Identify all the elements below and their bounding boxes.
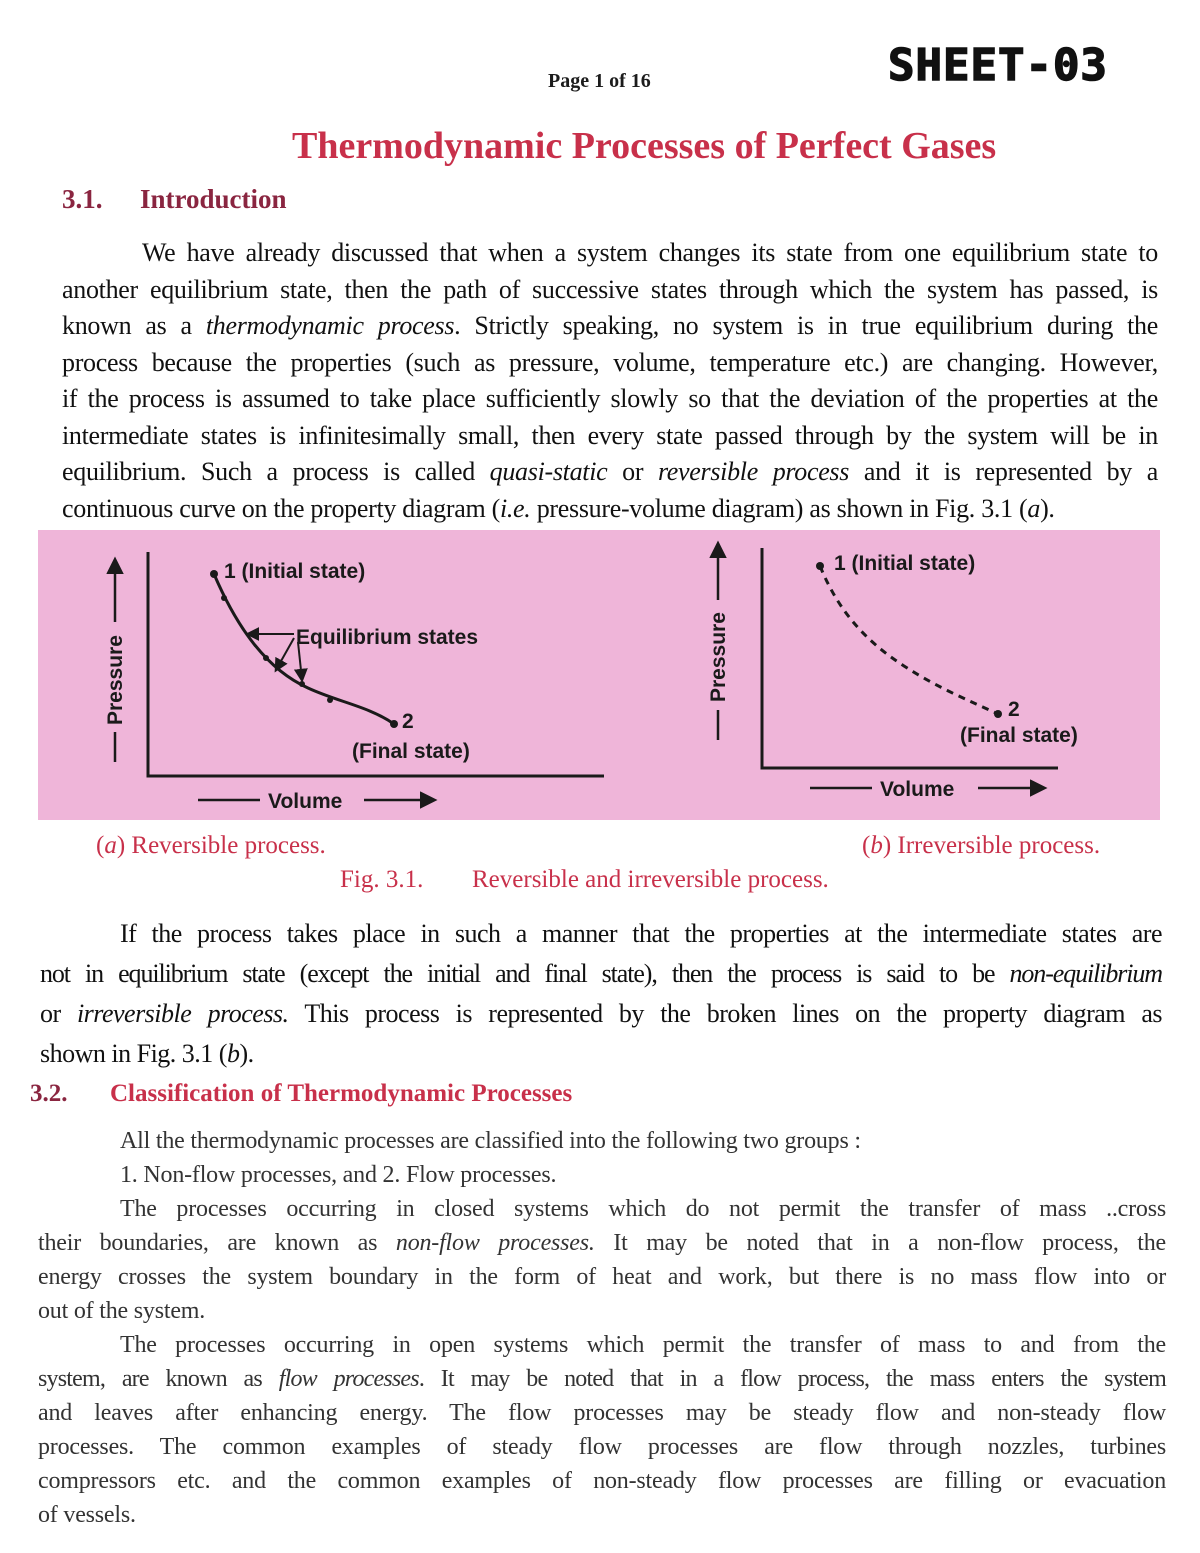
- pressure-label-b: Pressure: [707, 612, 730, 702]
- intro-line: process because the properties (such as pressure, volume, temperature etc.) are changing. However,: [62, 347, 1158, 377]
- intro-text: pressure-volume diagram) as shown in Fig. 3.1 (: [530, 493, 1028, 523]
- para2-text: shown in Fig. 3.1 (: [40, 1039, 227, 1068]
- class-line: energy crosses the system boundary in the form of heat and work, but there is no mass flow into or: [38, 1264, 1166, 1290]
- caption-a: (a) Reversible process.: [96, 832, 326, 859]
- para2-italic: b: [226, 1039, 240, 1068]
- intro-text: ).: [1040, 493, 1055, 523]
- equilibrium-point: [299, 681, 305, 687]
- eq-pointer: [276, 638, 294, 670]
- initial-state-label-a: 1 (Initial state): [224, 560, 366, 583]
- equilibrium-point: [263, 655, 269, 661]
- intro-paragraph: [62, 235, 1158, 527]
- class-line: All the thermodynamic processes are classified into the following two groups :: [120, 1128, 861, 1154]
- equilibrium-states-label: Equilibrium states: [296, 626, 479, 649]
- intro-italic: reversible process: [657, 457, 850, 486]
- section-number-3-2: 3.2.: [30, 1080, 68, 1107]
- intro-line: [62, 308, 1158, 345]
- intro-line: [62, 454, 1158, 491]
- final-state-label-a: (Final state): [352, 740, 470, 763]
- para2-italic: irreversible process.: [76, 999, 289, 1028]
- intro-text: continuous curve on the property diagram (: [62, 493, 500, 523]
- final-number-a: 2: [402, 710, 414, 733]
- diagram-reversible: [100, 552, 604, 813]
- final-point-b: [994, 710, 1002, 718]
- sheet-label: SHEET-03: [888, 40, 1108, 91]
- intro-italic: quasi-static: [489, 457, 608, 486]
- page-number: Page 1 of 16: [548, 70, 651, 92]
- class-text: their boundaries, are known as: [38, 1230, 396, 1256]
- class-italic: flow processes: [278, 1366, 419, 1392]
- para2-text: ).: [239, 1039, 254, 1068]
- final-point-a: [390, 720, 398, 728]
- class-line: [38, 1362, 1166, 1396]
- reversible-curve: [214, 574, 394, 724]
- class-text: . It may be noted that in a flow process, the mass enters the system: [418, 1366, 1166, 1392]
- class-line: 1. Non-flow processes, and 2. Flow processes.: [120, 1162, 557, 1188]
- para2-line: [40, 954, 1162, 994]
- intro-line: [62, 491, 1158, 528]
- class-line: processes. The common examples of steady flow processes are flow through nozzles, turbines: [38, 1434, 1166, 1460]
- intro-text: equilibrium. Such a process is called: [62, 457, 490, 486]
- figure-number: Fig. 3.1.: [340, 866, 424, 893]
- irreversible-curve: [820, 566, 998, 714]
- intro-line: We have already discussed that when a system changes its state from one equilibrium state to: [142, 238, 1158, 267]
- final-state-label-b: (Final state): [960, 724, 1078, 747]
- figure-diagrams: [38, 530, 1160, 820]
- caption-a-text: Reversible process.: [125, 832, 326, 859]
- equilibrium-point: [221, 595, 227, 601]
- class-line: and leaves after enhancing energy. The flow processes may be steady flow and non-steady flow: [38, 1400, 1166, 1426]
- caption-b-text: Irreversible process.: [891, 832, 1101, 859]
- volume-label-a: Volume: [268, 790, 343, 813]
- class-italic: non-flow processes.: [395, 1230, 595, 1256]
- caption-b: (b) Irreversible process.: [862, 832, 1101, 859]
- section-title-classification: Classification of Thermodynamic Processes: [110, 1080, 573, 1107]
- section-number-3-1: 3.1.: [62, 184, 103, 214]
- page-title: Thermodynamic Processes of Perfect Gases: [292, 125, 997, 167]
- initial-point-b: [816, 562, 824, 570]
- figure-title: Reversible and irreversible process.: [472, 866, 829, 893]
- figure-band: [38, 530, 1160, 820]
- class-text: system, are known as: [38, 1366, 279, 1392]
- pressure-label-a: Pressure: [104, 635, 127, 725]
- diagram-irreversible: [703, 544, 1078, 801]
- class-line: compressors etc. and the common examples of non-steady flow processes are filling or evacuation: [38, 1468, 1166, 1494]
- final-number-b: 2: [1008, 698, 1020, 721]
- section-title-introduction: Introduction: [140, 184, 287, 214]
- intro-line: if the process is assumed to take place sufficiently slowly so that the deviation of the properties at the: [62, 384, 1158, 413]
- para2-line: If the process takes place in such a manner that the properties at the intermediate states are: [120, 919, 1162, 948]
- intro-text: and it is represented by a: [849, 457, 1158, 486]
- caption-b-letter: b: [870, 832, 883, 859]
- class-line: The processes occurring in open systems which permit the transfer of mass to and from the: [120, 1332, 1166, 1358]
- intro-italic: thermodynamic process: [205, 311, 455, 340]
- intro-text: known as a: [62, 311, 206, 340]
- initial-point-a: [210, 570, 218, 578]
- para2-italic: non-equilibrium: [1009, 959, 1162, 988]
- para2-line: [40, 1034, 1162, 1074]
- intro-line: intermediate states is infinitesimally small, then every state passed through by the system will be in: [62, 420, 1158, 450]
- irreversible-paragraph: [40, 914, 1162, 1074]
- initial-state-label-b: 1 (Initial state): [834, 552, 976, 575]
- equilibrium-point: [327, 697, 333, 703]
- class-line: The processes occurring in closed systems which do not permit the transfer of mass ..cross: [120, 1196, 1166, 1222]
- classification-body: [38, 1124, 1166, 1532]
- para2-text: not in equilibrium state (except the initial and final state), then the process is said to be: [40, 959, 1010, 988]
- class-line: out of the system.: [38, 1298, 206, 1324]
- intro-text: . Strictly speaking, no system is in true equilibrium during the: [454, 311, 1158, 340]
- intro-italic: a: [1027, 493, 1041, 523]
- para2-text: or: [40, 999, 77, 1028]
- para2-line: [40, 994, 1162, 1034]
- volume-label-b: Volume: [880, 778, 955, 801]
- para2-text: This process is represented by the broken lines on the property diagram as: [288, 999, 1162, 1028]
- intro-italic: i.e.: [499, 493, 531, 523]
- intro-line: another equilibrium state, then the path of successive states through which the system has passed, is: [62, 274, 1158, 304]
- class-line: of vessels.: [38, 1502, 136, 1528]
- class-line: [38, 1226, 1166, 1260]
- caption-a-letter: a: [104, 832, 117, 859]
- intro-text: or: [607, 457, 658, 486]
- class-text: It may be noted that in a non-flow process, the: [594, 1230, 1166, 1256]
